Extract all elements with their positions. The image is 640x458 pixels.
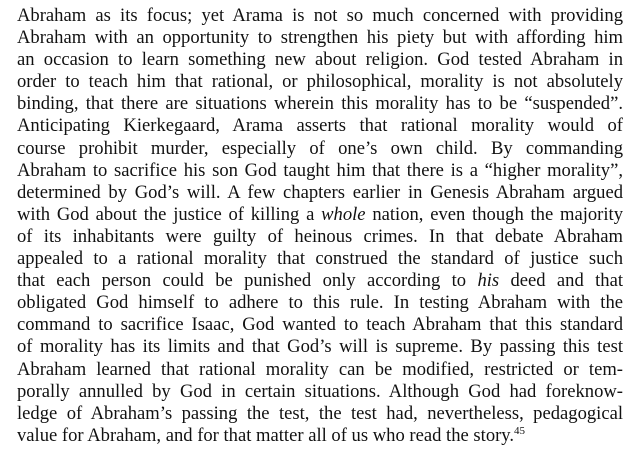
text-segment: Abraham to sacrifice his son God taught him that there is a “higher morality”, bbox=[17, 159, 623, 181]
text-segment: Abraham with an opportunity to strengthen his piety but with affording him bbox=[17, 27, 623, 49]
text-line bbox=[17, 336, 623, 358]
text-segment: of its inhabitants were guilty of heinous crimes. In that debate Abraham bbox=[17, 225, 623, 247]
text-segment: appealed to a rational morality that construed the standard of justice such bbox=[17, 248, 623, 270]
text-line bbox=[17, 248, 623, 270]
text-segment: course prohibit murder, especially of one’s own child. By commanding bbox=[17, 137, 623, 159]
text-segment: command to sacrifice Isaac, God wanted to teach Abraham that this standard bbox=[17, 314, 623, 336]
text-segment: order to teach him that rational, or philosophical, morality is not absolutely bbox=[17, 71, 623, 93]
text-segment: binding, that there are situations wherein this morality has to be “suspended”. bbox=[17, 93, 623, 115]
text-segment: Abraham as its focus; yet Arama is not so much concerned with providing bbox=[17, 5, 623, 26]
text-segment: with God about the justice of killing a bbox=[17, 203, 322, 225]
text-segment: nation, even though the majority bbox=[365, 203, 623, 225]
text-line bbox=[17, 314, 623, 336]
text-segment: ledge of Abraham’s passing the test, the test had, nevertheless, pedagogical bbox=[17, 402, 623, 424]
text-line bbox=[17, 5, 623, 27]
text-line bbox=[17, 381, 623, 403]
text-line bbox=[17, 160, 623, 182]
text-line bbox=[17, 204, 623, 226]
text-line bbox=[17, 270, 623, 292]
text-line bbox=[17, 49, 623, 71]
text-line bbox=[17, 292, 623, 314]
italic-word: whole bbox=[321, 203, 366, 225]
text-segment: obligated God himself to adhere to this rule. In testing Abraham with the bbox=[17, 292, 623, 314]
text-line bbox=[17, 226, 623, 248]
text-segment: Abraham learned that rational morality can be modified, restricted or tem- bbox=[17, 358, 623, 380]
text-segment: determined by God’s will. A few chapters earlier in Genesis Abraham argued bbox=[17, 181, 623, 203]
text-line bbox=[17, 182, 623, 204]
text-line bbox=[17, 93, 623, 115]
text-segment: deed and that bbox=[499, 270, 623, 292]
text-line bbox=[17, 71, 623, 93]
text-line bbox=[17, 115, 623, 137]
text-line bbox=[17, 425, 623, 447]
body-paragraph bbox=[17, 5, 623, 447]
text-line bbox=[17, 359, 623, 381]
text-line bbox=[17, 138, 623, 160]
text-segment: of morality has its limits and that God’s will is supreme. By passing this test bbox=[17, 336, 623, 358]
text-segment: that each person could be punished only according to bbox=[17, 270, 478, 292]
text-segment: value for Abraham, and for that matter all of us who read the story. bbox=[17, 424, 515, 446]
text-segment: porally annulled by God in certain situations. Although God had foreknow- bbox=[17, 380, 623, 402]
footnote-marker: 45 bbox=[514, 424, 526, 437]
text-line bbox=[17, 27, 623, 49]
text-segment: Anticipating Kierkegaard, Arama asserts that rational morality would of bbox=[17, 115, 623, 137]
text-segment: an occasion to learn something new about religion. God tested Abraham in bbox=[17, 49, 623, 71]
italic-word: his bbox=[477, 270, 500, 292]
text-line bbox=[17, 403, 623, 425]
text-page bbox=[17, 5, 623, 447]
